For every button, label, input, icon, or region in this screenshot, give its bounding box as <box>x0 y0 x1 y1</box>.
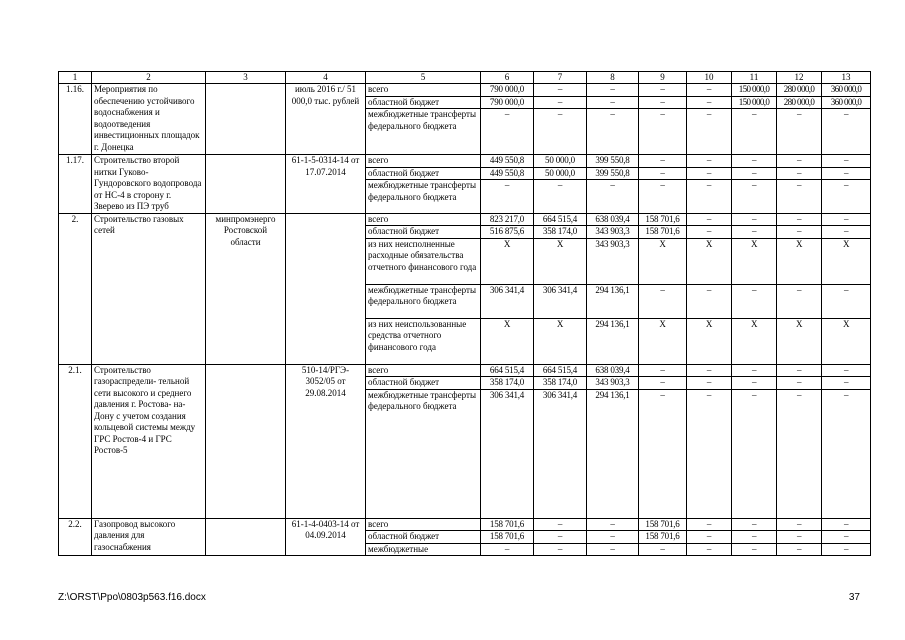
amount-cell: 306 341,4 <box>481 389 534 518</box>
funding-source: межбюджетные <box>366 543 481 556</box>
amount-cell: – <box>822 155 871 168</box>
column-number: 13 <box>822 72 871 84</box>
amount-cell: – <box>639 96 687 109</box>
amount-cell: 449 550,8 <box>481 155 534 168</box>
amount-cell: – <box>777 213 822 226</box>
amount-cell: 158 701,6 <box>639 531 687 544</box>
item-number: 1.17. <box>59 155 92 214</box>
amount-cell: 280 000,0 <box>777 84 822 97</box>
amount-cell: 664 515,4 <box>481 364 534 377</box>
amount-cell: – <box>777 155 822 168</box>
amount-cell: – <box>687 226 732 239</box>
amount-cell: 358 174,0 <box>481 377 534 390</box>
column-number: 12 <box>777 72 822 84</box>
amount-cell: – <box>732 109 777 155</box>
amount-cell: – <box>822 109 871 155</box>
column-number: 9 <box>639 72 687 84</box>
table-row <box>59 518 871 531</box>
column-number: 7 <box>534 72 587 84</box>
amount-cell: 449 550,8 <box>481 167 534 180</box>
amount-cell: – <box>822 518 871 531</box>
amount-cell: – <box>587 543 639 556</box>
amount-cell: – <box>687 543 732 556</box>
amount-cell: 150 000,0 <box>732 96 777 109</box>
amount-cell: 358 174,0 <box>534 226 587 239</box>
amount-cell: 790 000,0 <box>481 84 534 97</box>
amount-cell: – <box>822 226 871 239</box>
amount-cell: – <box>732 226 777 239</box>
amount-cell: 343 903,3 <box>587 377 639 390</box>
amount-cell: – <box>732 284 777 318</box>
item-name: Строительство газораспредели- тельной сети высокого и среднего давления г. Ростова- на-Дону с учетом создания кольцевой системы между ГРС Ростов-4 и ГРС Ростов-5 <box>92 364 206 518</box>
amount-cell: X <box>732 238 777 284</box>
amount-cell: – <box>777 531 822 544</box>
amount-cell: – <box>687 531 732 544</box>
amount-cell: – <box>822 167 871 180</box>
document-ref: июль 2016 г./ 51 000,0 тыс. рублей <box>286 84 366 155</box>
amount-cell: – <box>687 96 732 109</box>
amount-cell: – <box>687 155 732 168</box>
amount-cell: 399 550,8 <box>587 155 639 168</box>
amount-cell: X <box>777 238 822 284</box>
document-ref: 61-1-5-0314-14 от 17.07.2014 <box>286 155 366 214</box>
amount-cell: 664 515,4 <box>534 213 587 226</box>
amount-cell: – <box>687 109 732 155</box>
funding-source: всего <box>366 213 481 226</box>
amount-cell: – <box>534 518 587 531</box>
amount-cell: – <box>822 284 871 318</box>
amount-cell: – <box>732 543 777 556</box>
amount-cell: – <box>639 543 687 556</box>
table-row <box>59 364 871 377</box>
amount-cell: 158 701,6 <box>481 518 534 531</box>
amount-cell: – <box>587 84 639 97</box>
amount-cell: – <box>732 389 777 518</box>
amount-cell: 306 341,4 <box>534 284 587 318</box>
amount-cell: – <box>481 180 534 213</box>
funding-source: всего <box>366 364 481 377</box>
amount-cell: 294 136,1 <box>587 284 639 318</box>
column-number: 8 <box>587 72 639 84</box>
item-name: Строительство газовых сетей <box>92 213 206 364</box>
amount-cell: – <box>777 284 822 318</box>
amount-cell: – <box>777 377 822 390</box>
amount-cell: 638 039,4 <box>587 364 639 377</box>
amount-cell: 158 701,6 <box>481 531 534 544</box>
funding-source: областной бюджет <box>366 377 481 390</box>
amount-cell: – <box>777 518 822 531</box>
item-name: Газопровод высокого давления для газоснабжения <box>92 518 206 556</box>
amount-cell: 360 000,0 <box>822 96 871 109</box>
amount-cell: 823 217,0 <box>481 213 534 226</box>
column-number: 1 <box>59 72 92 84</box>
column-number: 3 <box>206 72 286 84</box>
amount-cell: – <box>534 84 587 97</box>
amount-cell: 294 136,1 <box>587 389 639 518</box>
amount-cell: – <box>732 377 777 390</box>
amount-cell: 280 000,0 <box>777 96 822 109</box>
amount-cell: – <box>687 389 732 518</box>
amount-cell: 358 174,0 <box>534 377 587 390</box>
funding-source: из них неиспользованные средства отчетного финансового года <box>366 318 481 364</box>
amount-cell: 294 136,1 <box>587 318 639 364</box>
funding-source: межбюджетные трансферты федерального бюджета <box>366 284 481 318</box>
amount-cell: – <box>587 518 639 531</box>
amount-cell: – <box>777 543 822 556</box>
amount-cell: 343 903,3 <box>587 226 639 239</box>
item-number: 2.2. <box>59 518 92 556</box>
amount-cell: – <box>732 167 777 180</box>
table-body <box>59 72 871 556</box>
amount-cell: 50 000,0 <box>534 155 587 168</box>
page-number: 37 <box>848 592 860 603</box>
funding-source: всего <box>366 518 481 531</box>
amount-cell: – <box>687 84 732 97</box>
amount-cell: – <box>687 284 732 318</box>
funding-source: из них неисполненные расходные обязательства отчетного финансового года <box>366 238 481 284</box>
amount-cell: – <box>639 284 687 318</box>
column-number: 4 <box>286 72 366 84</box>
amount-cell: – <box>822 531 871 544</box>
executor: минпромэнерго Ростовской области <box>206 213 286 364</box>
amount-cell: – <box>639 167 687 180</box>
amount-cell: – <box>481 109 534 155</box>
amount-cell: – <box>732 213 777 226</box>
amount-cell: X <box>732 318 777 364</box>
amount-cell: – <box>639 84 687 97</box>
funding-source: межбюджетные трансферты федерального бюджета <box>366 180 481 213</box>
amount-cell: – <box>687 377 732 390</box>
amount-cell: – <box>639 377 687 390</box>
document-ref: 61-1-4-0403-14 от 04.09.2014 <box>286 518 366 556</box>
funding-source: областной бюджет <box>366 531 481 544</box>
amount-cell: X <box>534 238 587 284</box>
funding-source: всего <box>366 84 481 97</box>
amount-cell: X <box>639 238 687 284</box>
amount-cell: – <box>534 543 587 556</box>
amount-cell: – <box>777 226 822 239</box>
item-name: Мероприятия по обеспечению устойчивого водоснабжения и водоотведения инвестиционных площадок г. Донецка <box>92 84 206 155</box>
funding-source: областной бюджет <box>366 226 481 239</box>
amount-cell: 638 039,4 <box>587 213 639 226</box>
amount-cell: – <box>777 109 822 155</box>
executor <box>206 155 286 214</box>
column-number: 2 <box>92 72 206 84</box>
amount-cell: – <box>534 96 587 109</box>
amount-cell: – <box>732 180 777 213</box>
amount-cell: – <box>639 389 687 518</box>
amount-cell: 360 000,0 <box>822 84 871 97</box>
amount-cell: X <box>639 318 687 364</box>
executor <box>206 84 286 155</box>
amount-cell: – <box>639 180 687 213</box>
amount-cell: – <box>777 364 822 377</box>
amount-cell: – <box>587 96 639 109</box>
table-row <box>59 155 871 168</box>
amount-cell: X <box>777 318 822 364</box>
amount-cell: 158 701,6 <box>639 518 687 531</box>
item-name: Строительство второй нитки Гуково-Гундоровского водопровода от НС-4 в сторону г. Зверево из ПЭ труб <box>92 155 206 214</box>
amount-cell: – <box>687 213 732 226</box>
amount-cell: – <box>639 155 687 168</box>
executor <box>206 364 286 518</box>
amount-cell: – <box>732 531 777 544</box>
amount-cell: – <box>822 543 871 556</box>
budget-table <box>58 71 871 556</box>
item-number: 2. <box>59 213 92 364</box>
amount-cell: – <box>777 389 822 518</box>
amount-cell: 158 701,6 <box>639 213 687 226</box>
funding-source: областной бюджет <box>366 96 481 109</box>
amount-cell: X <box>687 318 732 364</box>
amount-cell: – <box>587 109 639 155</box>
document-ref: 510-14/РГЭ- 3052/05 от 29.08.2014 <box>286 364 366 518</box>
amount-cell: X <box>822 238 871 284</box>
amount-cell: – <box>687 167 732 180</box>
amount-cell: X <box>687 238 732 284</box>
column-number-row <box>59 72 871 84</box>
amount-cell: X <box>822 318 871 364</box>
document-ref <box>286 213 366 364</box>
amount-cell: 790 000,0 <box>481 96 534 109</box>
amount-cell: X <box>481 238 534 284</box>
amount-cell: 150 000,0 <box>732 84 777 97</box>
amount-cell: – <box>732 155 777 168</box>
amount-cell: – <box>639 364 687 377</box>
amount-cell: – <box>777 167 822 180</box>
amount-cell: 50 000,0 <box>534 167 587 180</box>
item-number: 2.1. <box>59 364 92 518</box>
executor <box>206 518 286 556</box>
amount-cell: 399 550,8 <box>587 167 639 180</box>
column-number: 11 <box>732 72 777 84</box>
amount-cell: 664 515,4 <box>534 364 587 377</box>
amount-cell: – <box>587 531 639 544</box>
amount-cell: – <box>822 180 871 213</box>
amount-cell: – <box>732 364 777 377</box>
amount-cell: 158 701,6 <box>639 226 687 239</box>
amount-cell: – <box>822 364 871 377</box>
amount-cell: – <box>534 109 587 155</box>
table-row <box>59 84 871 97</box>
funding-source: областной бюджет <box>366 167 481 180</box>
funding-source: всего <box>366 155 481 168</box>
amount-cell: – <box>822 213 871 226</box>
funding-source: межбюджетные трансферты федерального бюджета <box>366 389 481 518</box>
table-row <box>59 213 871 226</box>
amount-cell: 306 341,4 <box>534 389 587 518</box>
amount-cell: – <box>639 109 687 155</box>
amount-cell: – <box>732 518 777 531</box>
amount-cell: – <box>534 180 587 213</box>
amount-cell: 516 875,6 <box>481 226 534 239</box>
amount-cell: – <box>687 518 732 531</box>
funding-source: межбюджетные трансферты федерального бюджета <box>366 109 481 155</box>
column-number: 10 <box>687 72 732 84</box>
amount-cell: – <box>481 543 534 556</box>
amount-cell: – <box>822 377 871 390</box>
column-number: 6 <box>481 72 534 84</box>
amount-cell: – <box>687 180 732 213</box>
item-number: 1.16. <box>59 84 92 155</box>
amount-cell: – <box>587 180 639 213</box>
amount-cell: X <box>534 318 587 364</box>
column-number: 5 <box>366 72 481 84</box>
amount-cell: 306 341,4 <box>481 284 534 318</box>
amount-cell: – <box>534 531 587 544</box>
amount-cell: – <box>777 180 822 213</box>
file-path: Z:\ORST\Ppo\0803p563.f16.docx <box>58 592 206 603</box>
amount-cell: – <box>687 364 732 377</box>
amount-cell: X <box>481 318 534 364</box>
amount-cell: – <box>822 389 871 518</box>
amount-cell: 343 903,3 <box>587 238 639 284</box>
